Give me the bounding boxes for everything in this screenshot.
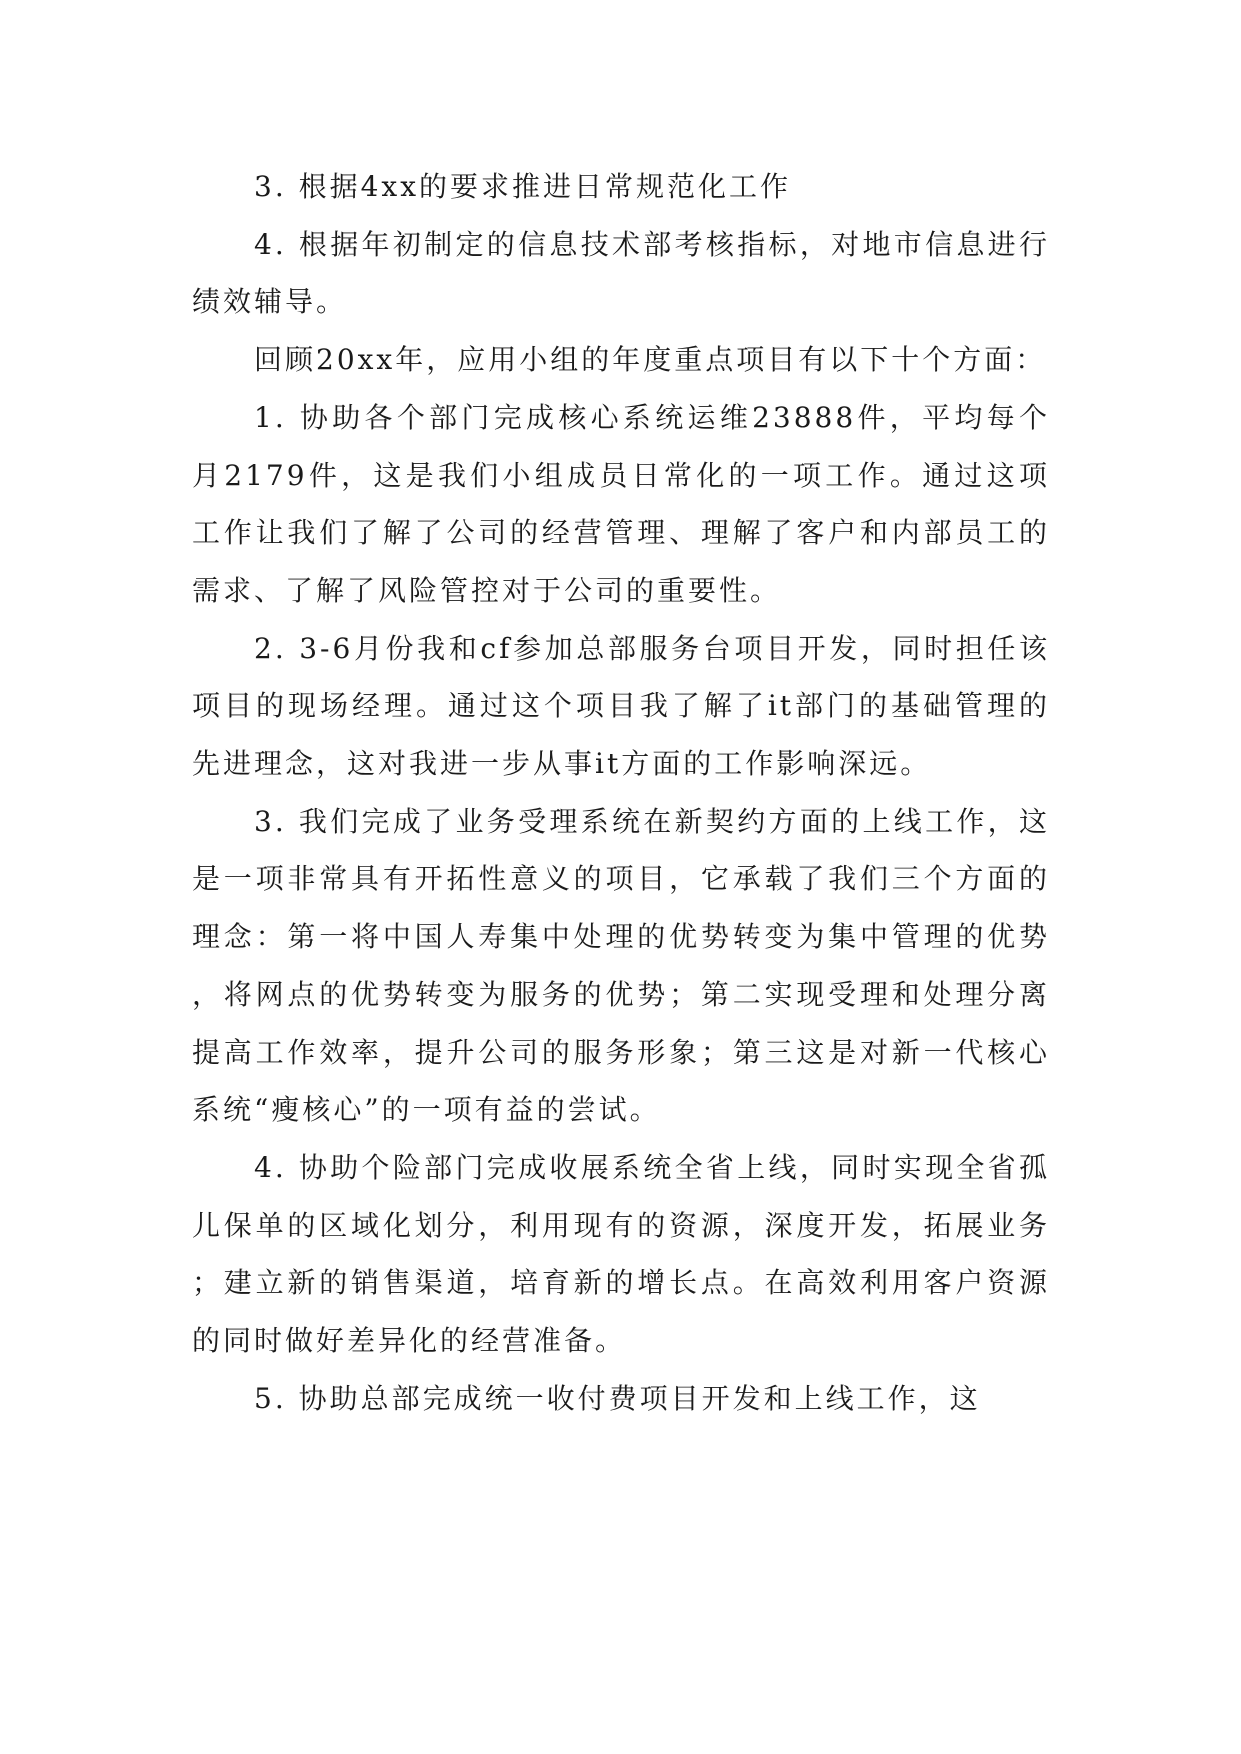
document-body xyxy=(192,158,1050,1427)
paragraph-item-4-performance: 4. 根据年初制定的信息技术部考核指标，对地市信息进行绩效辅导。 xyxy=(192,227,1050,319)
paragraph-review-intro: 回顾20xx年，应用小组的年度重点项目有以下十个方面： xyxy=(254,343,1047,377)
paragraph-project-4: 4. 协助个险部门完成收展系统全省上线，同时实现全省孤儿保单的区域化划分，利用现有的资源，深度开发，拓展业务；建立新的销售渠道，培育新的增长点。在高效利用客户资源的同时做好差异化的经营准备。 xyxy=(192,1150,1050,1358)
paragraph-project-3: 3. 我们完成了业务受理系统在新契约方面的上线工作，这是一项非常具有开拓性意义的项目，它承载了我们三个方面的理念：第一将中国人寿集中处理的优势转变为集中管理的优势，将网点的优势转变为服务的优势；第二实现受理和处理分离提高工作效率，提升公司的服务形象；第三这是对新一代核心系统“瘦核心”的一项有益的尝试。 xyxy=(192,804,1050,1127)
paragraph-item-3-normalization: 3. 根据4xx的要求推进日常规范化工作 xyxy=(254,170,792,203)
paragraph-project-2: 2. 3-6月份我和cf参加总部服务台项目开发，同时担任该项目的现场经理。通过这个项目我了解了it部门的基础管理的先进理念，这对我进一步从事it方面的工作影响深远。 xyxy=(192,631,1050,781)
paragraph-project-1: 1. 协助各个部门完成核心系统运维23888件，平均每个月2179件，这是我们小组成员日常化的一项工作。通过这项工作让我们了解了公司的经营管理、理解了客户和内部员工的需求、了解了风险管控对于公司的重要性。 xyxy=(192,400,1050,607)
paragraph-project-5: 5. 协助总部完成统一收付费项目开发和上线工作，这 xyxy=(254,1381,981,1415)
